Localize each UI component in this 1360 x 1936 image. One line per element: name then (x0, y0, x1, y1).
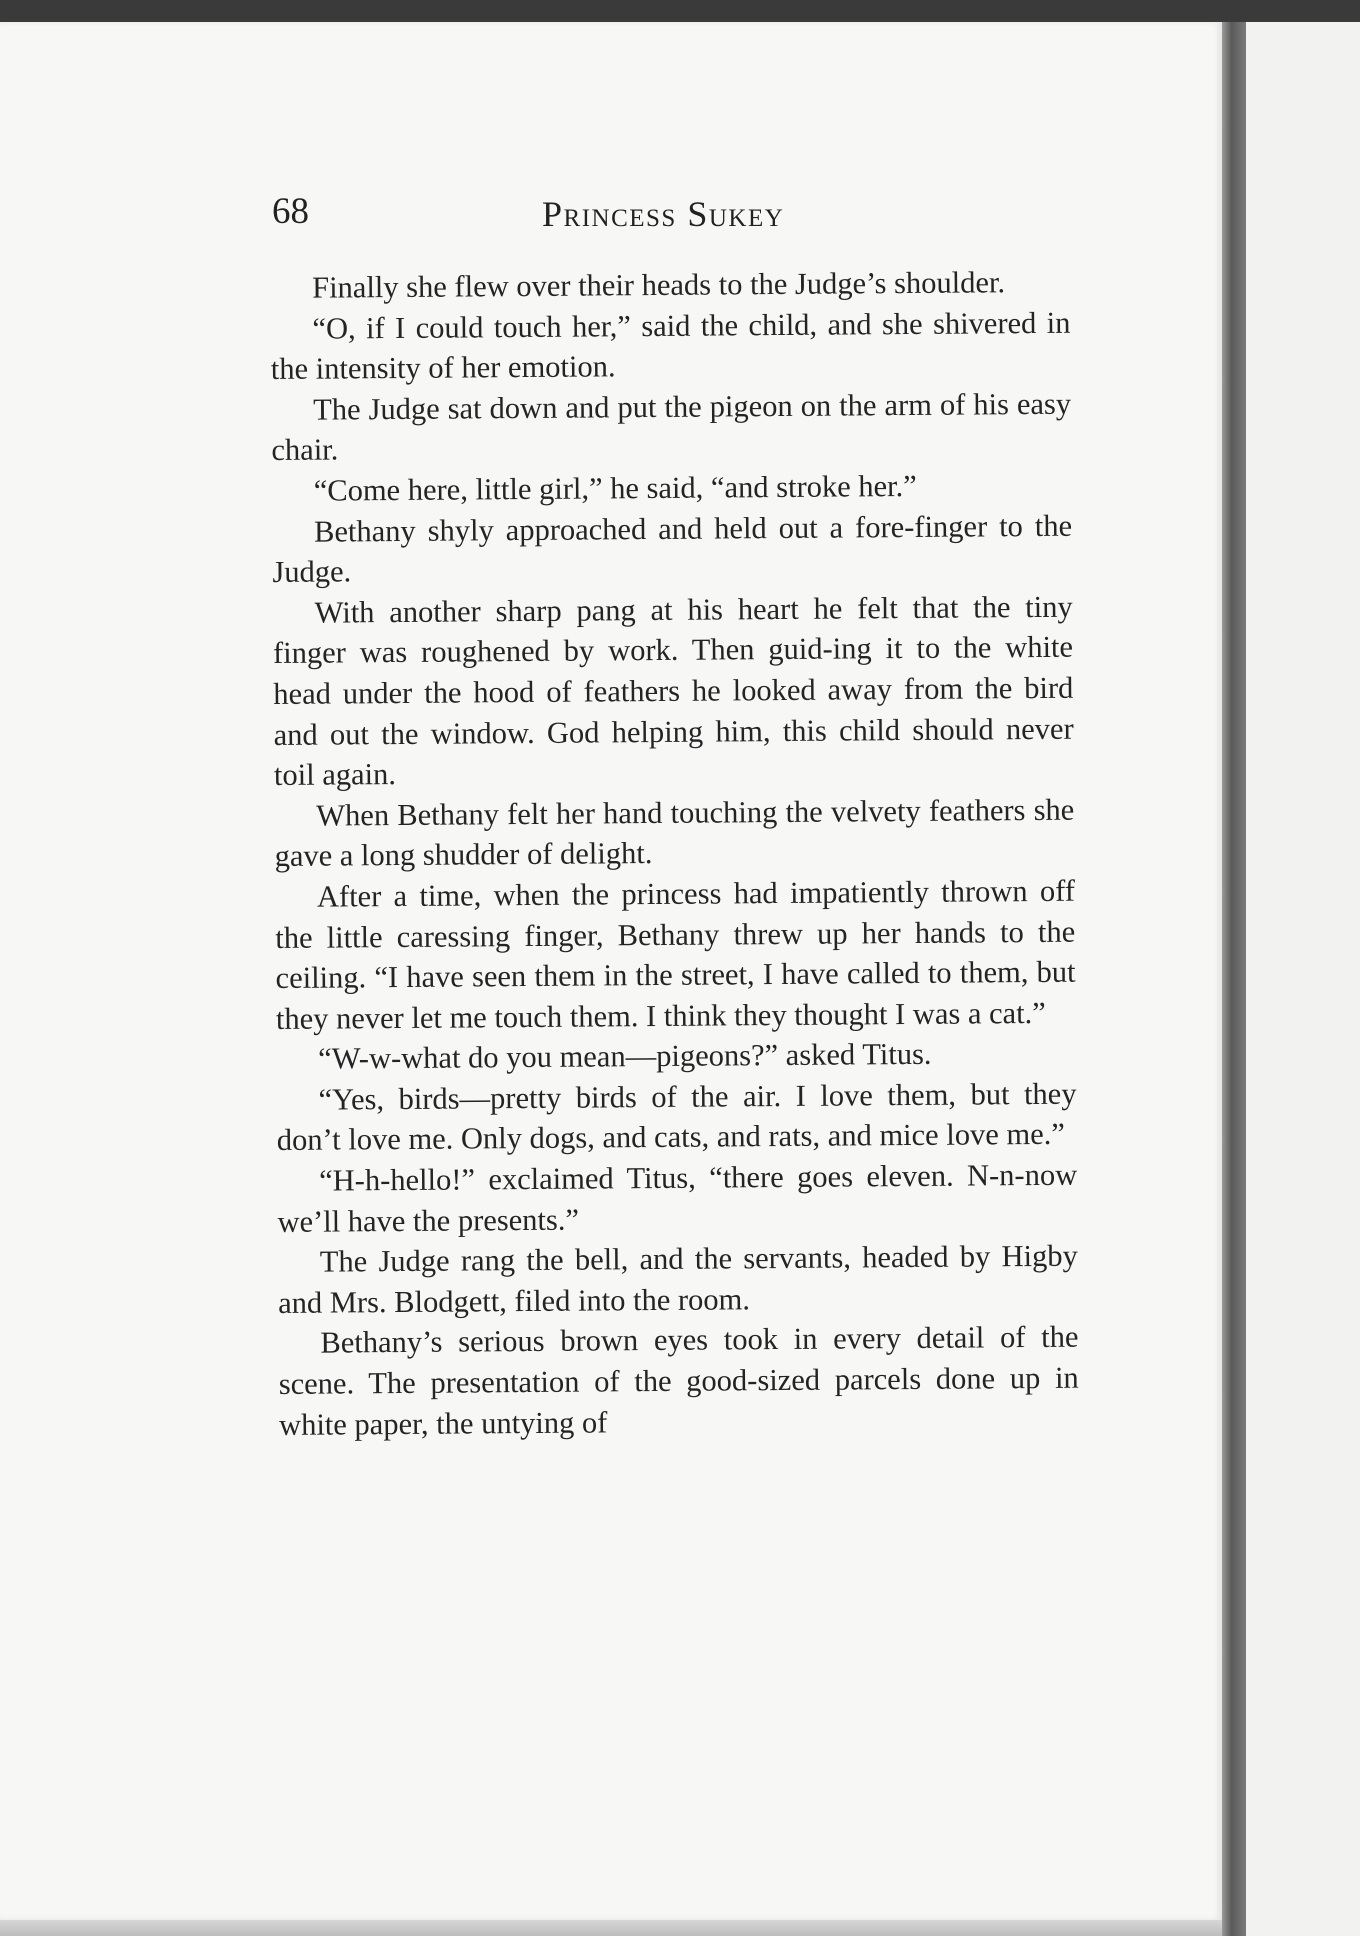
scan-top-edge (0, 0, 1360, 22)
page-number: 68 (272, 191, 309, 232)
adjacent-page-edge (1246, 22, 1360, 1936)
paragraph: With another sharp pang at his heart he felt that the tiny finger was roughened by work. Then guid-ing it to the white head under the hood of feathers he looked away from the bird and out the window. God helping him, this child should never toil again. (272, 589, 1074, 793)
paragraph: “O, if I could touch her,” said the child, and she shivered in the intensity of her emotion. (270, 305, 1071, 387)
paragraph: “Yes, birds—pretty birds of the air. I love them, but they don’t love me. Only dogs, and cats, and rats, and mice love me.” (276, 1076, 1077, 1158)
page-header (272, 190, 1072, 250)
paragraph: After a time, when the princess had impatiently thrown off the little caressing finger, Bethany threw up her hands to the ceiling. “I have seen them in the street, I have called to them, but they never let me touch them. I think they thought I was a cat.” (275, 873, 1076, 1036)
scan-bottom-edge (0, 1920, 1222, 1936)
paragraph: Bethany’s serious brown eyes took in every detail of the scene. The presentation of the good-sized parcels done up in white paper, the untying of (278, 1320, 1079, 1442)
paragraph: Bethany shyly approached and held out a fore-finger to the Judge. (272, 508, 1073, 590)
paragraph: The Judge rang the bell, and the servants, headed by Higby and Mrs. Blodgett, filed into the room. (277, 1238, 1078, 1320)
book-spine-shadow (1222, 22, 1246, 1936)
paragraph: “W-w-what do you mean—pigeons?” asked Titus. (318, 1037, 932, 1076)
paragraph: “H-h-hello!” exclaimed Titus, “there goes eleven. N-n-now we’ll have the presents.” (277, 1157, 1078, 1239)
paragraph: “Come here, little girl,” he said, “and stroke her.” (313, 468, 917, 508)
running-title: Princess Sukey (542, 194, 785, 234)
paragraph: The Judge sat down and put the pigeon on the arm of his easy chair. (271, 386, 1072, 468)
body-text (270, 262, 1079, 1445)
paragraph: Finally she flew over their heads to the Judge’s shoulder. (312, 265, 1006, 305)
paragraph: When Bethany felt her hand touching the velvety feathers she gave a long shudder of delight. (274, 792, 1075, 874)
